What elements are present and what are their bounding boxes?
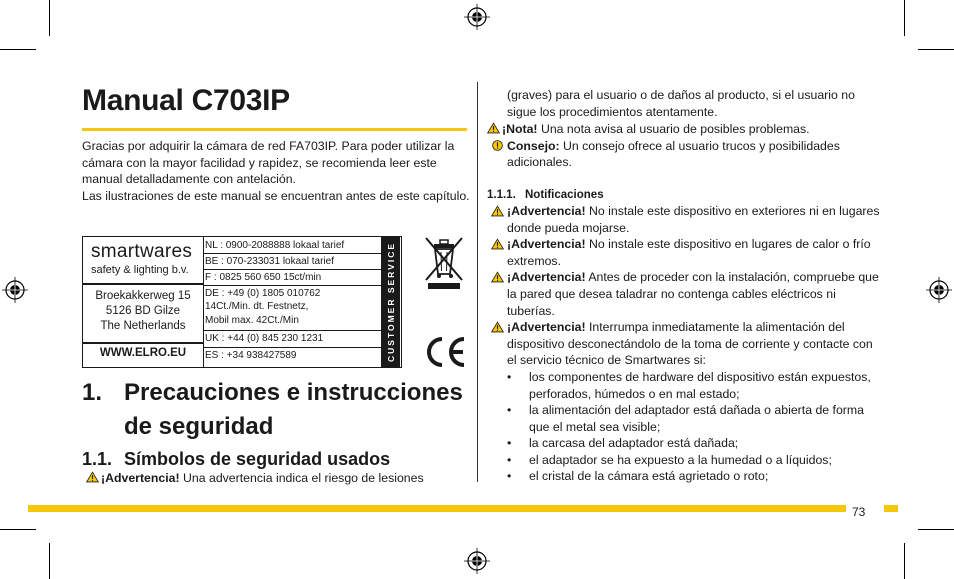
list-item: • los componentes de hardware del dispositivo están expuestos, perforados, húmedos o en mal estado; [507, 369, 871, 401]
continued-text: (graves) para el usuario o de daños al producto, si el usuario no sigue los procedimientos atentamente. [507, 88, 855, 119]
footer-band-right [884, 505, 898, 512]
list-item-text: el adaptador se ha expuesto a la humedad o a líquidos; [529, 452, 832, 467]
address-line: Broekakkerweg 15 [95, 290, 191, 302]
note-line [487, 121, 882, 138]
exclamation-circle-icon [492, 140, 503, 151]
warning-text: Una advertencia indica el riesgo de lesiones [179, 471, 424, 485]
warning-text: No instale este dispositivo en lugares de calor o frío extremos. [507, 237, 871, 268]
contact-row: DE : +49 (0) 1805 010762 [205, 288, 321, 299]
warning-text: Interrumpa inmediatamente la alimentación del dispositivo desconectándolo de la toma de corriente y contacte con el servicio técnico de Smartwares si: [507, 320, 873, 368]
brand-panel [83, 237, 204, 367]
ce-mark-icon [420, 335, 470, 369]
warning-triangle-icon [491, 205, 504, 217]
warning-triangle-icon [86, 471, 99, 483]
tip-text: Un consejo ofrece al usuario trucos y posibilidades adicionales. [507, 138, 840, 170]
page-title: Manual C703IP [82, 84, 290, 117]
warning-item [487, 269, 882, 319]
tip-label: Consejo: [507, 138, 560, 153]
warning-item [487, 319, 882, 369]
tip-line [487, 138, 882, 171]
address-line: The Netherlands [100, 320, 186, 332]
list-item: • el cristal de la cámara está agrietado o roto; [507, 469, 769, 484]
intro-text [82, 138, 472, 204]
warning-label: ¡Advertencia! [507, 203, 586, 218]
address-line: 5126 BD Gilze [105, 305, 181, 317]
customer-service-label-bar [381, 236, 400, 368]
list-item: • la alimentación del adaptador está dañada o abierta de forma que el metal sea visible; [507, 403, 864, 434]
warning-text: No instale este dispositivo en exteriores ni en lugares donde pueda mojarse. [507, 203, 880, 235]
contact-row: 14Ct./Min. dt. Festnetz, [205, 301, 309, 312]
contact-row: NL : 0900-2088888 lokaal tarief [205, 240, 345, 251]
subsection-number: 1.1.1. [487, 188, 516, 201]
contact-row: F : 0825 560 650 15ct/min [205, 272, 322, 283]
contact-row: UK : +44 (0) 845 230 1231 [205, 333, 324, 344]
title-underline [82, 128, 467, 131]
address-block [83, 289, 203, 334]
list-item: • la carcasa del adaptador está dañada; [507, 436, 739, 451]
subsection-title: Notificaciones [524, 188, 604, 201]
customer-service-label: CUSTOMER SERVICE [385, 241, 396, 363]
section-number: 1.1. [82, 449, 113, 469]
list-item: • el adaptador se ha expuesto a la humedad o a líquidos; [507, 452, 832, 467]
contact-row: BE : 070-233031 lokaal tarief [205, 256, 334, 267]
subsection-heading [487, 187, 882, 203]
section-1-1-heading [82, 449, 390, 470]
warning-label: ¡Advertencia! [507, 320, 586, 335]
section-title: Precauciones e instrucciones de seguridad [124, 379, 463, 440]
list-item-text: los componentes de hardware del dispositivo están expuestos, perforados, húmedos o en mal estado; [529, 369, 871, 401]
registration-mark-bottom [464, 548, 490, 574]
warning-item [487, 236, 882, 269]
section-title: Símbolos de seguridad usados [124, 449, 391, 469]
brand-name: smartwares [91, 241, 193, 262]
intro-paragraph-1: Gracias por adquirir la cámara de red FA703IP. Para poder utilizar la cámara con la mayor facilidad y rapidez, se recomienda leer este manual detalladamente con antelación. [82, 139, 455, 187]
footer-band-left [28, 505, 846, 512]
page-number: 73 [852, 505, 866, 519]
note-label: ¡Nota! [502, 122, 538, 137]
list-item-text: la carcasa del adaptador está dañada; [529, 436, 739, 451]
section-number: 1. [82, 379, 103, 406]
warning-text: Antes de proceder con la instalación, compruebe que la pared que desea taladrar no contenga cables eléctricos ni tuberías. [507, 270, 879, 318]
warning-label: ¡Advertencia! [507, 237, 586, 252]
warning-item [487, 203, 882, 236]
list-item-text: la alimentación del adaptador está dañada o abierta de forma que el metal sea visible; [529, 403, 864, 434]
right-column [487, 87, 882, 485]
note-text: Una nota avisa al usuario de posibles problemas. [537, 122, 810, 137]
warning-triangle-icon [491, 321, 504, 333]
warning-label: ¡Advertencia! [101, 471, 180, 485]
intro-paragraph-2: Las ilustraciones de este manual se encuentran antes de este capítulo. [82, 188, 470, 203]
weee-crossed-bin-icon [420, 234, 468, 292]
contact-row: ES : +34 938427589 [205, 350, 297, 361]
warning-label: ¡Advertencia! [507, 270, 586, 285]
website-link[interactable]: WWW.ELRO.EU [99, 347, 187, 359]
registration-mark-top [464, 4, 490, 30]
registration-mark-right [926, 277, 952, 303]
registration-mark-left [2, 277, 28, 303]
list-item-text: el cristal de la cámara está agrietado o roto; [529, 469, 769, 484]
column-divider [477, 82, 478, 482]
warning-triangle-icon [491, 238, 504, 250]
warning-triangle-icon [487, 122, 500, 134]
contact-row: Mobil max. 42Ct./Min [205, 315, 299, 326]
warning-triangle-icon [491, 271, 504, 283]
brand-subtitle: safety & lighting b.v. [91, 264, 189, 276]
warning-line [86, 470, 476, 487]
customer-service-box [82, 236, 402, 368]
